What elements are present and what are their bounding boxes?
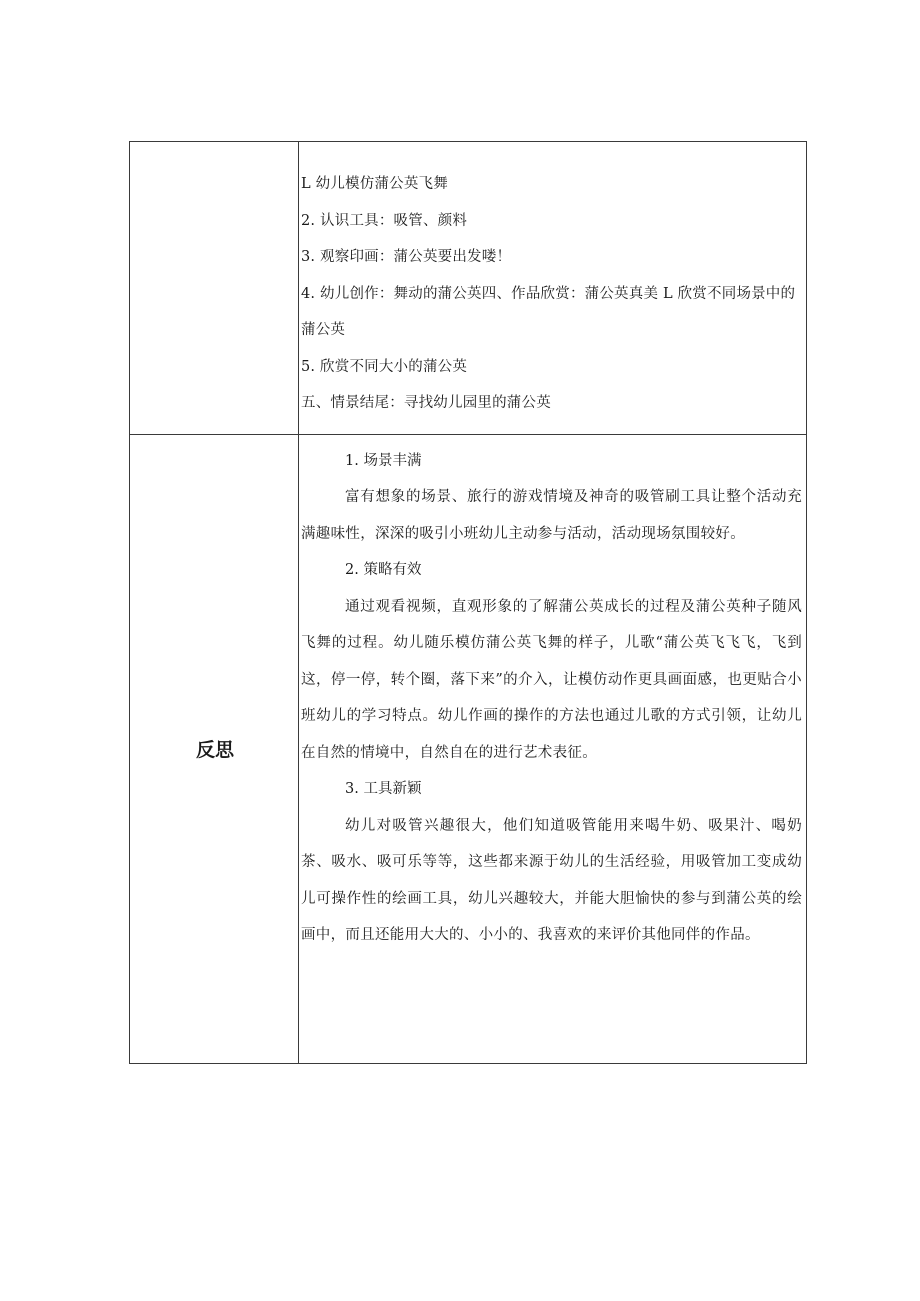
lesson-plan-table bbox=[129, 141, 807, 1064]
reflection-label: 反思 bbox=[195, 739, 234, 761]
process-step: 5. 欣赏不同大小的蒲公英 bbox=[301, 358, 468, 375]
section-paragraph: 通过观看视频，直观形象的了解蒲公英成长的过程及蒲公英种子随风飞舞的过程。幼儿随乐模仿蒲公英飞舞的样子，儿歌“蒲公英飞飞飞，飞到这，停一停，转个圈，落下来”的介入，让模仿动作更具画面感，也更贴合小班幼儿的学习特点。幼儿作画的操作的方法也通过儿歌的方式引领，让幼儿在自然的情境中，自然自在的进行艺术表征。 bbox=[301, 598, 802, 761]
process-step: 3. 观察印画：蒲公英要出发喽！ bbox=[301, 249, 512, 265]
reflection-body-cell bbox=[299, 434, 807, 1063]
process-step: L 幼儿模仿蒲公英飞舞 bbox=[301, 176, 448, 192]
process-body-cell bbox=[299, 142, 807, 435]
process-step: 4. 幼儿创作：舞动的蒲公英四、作品欣赏：蒲公英真美 L 欣赏不同场景中的蒲公英 bbox=[301, 285, 796, 338]
section-heading: 1. 场景丰满 bbox=[345, 452, 422, 469]
process-step: 2. 认识工具：吸管、颜料 bbox=[301, 212, 468, 229]
reflection-label-cell bbox=[130, 434, 299, 1063]
process-step: 五、情景结尾：寻找幼儿园里的蒲公英 bbox=[301, 395, 551, 411]
section-paragraph: 富有想象的场景、旅行的游戏情境及神奇的吸管刷工具让整个活动充满趣味性，深深的吸引小班幼儿主动参与活动，活动现场氛围较好。 bbox=[301, 489, 802, 542]
section-heading: 3. 工具新颖 bbox=[345, 781, 422, 797]
section-paragraph: 幼儿对吸管兴趣很大，他们知道吸管能用来喝牛奶、吸果汁、喝奶茶、吸水、吸可乐等等，这些都来源于幼儿的生活经验，用吸管加工变成幼儿可操作性的绘画工具，幼儿兴趣较大，并能大胆愉快的参与到蒲公英的绘画中，而且还能用大大的、小小的、我喜欢的来评价其他同伴的作品。 bbox=[301, 817, 802, 943]
section-heading: 2. 策略有效 bbox=[345, 562, 422, 578]
process-label-cell bbox=[130, 142, 299, 435]
reflection-row bbox=[130, 434, 807, 1063]
process-row bbox=[130, 142, 807, 435]
